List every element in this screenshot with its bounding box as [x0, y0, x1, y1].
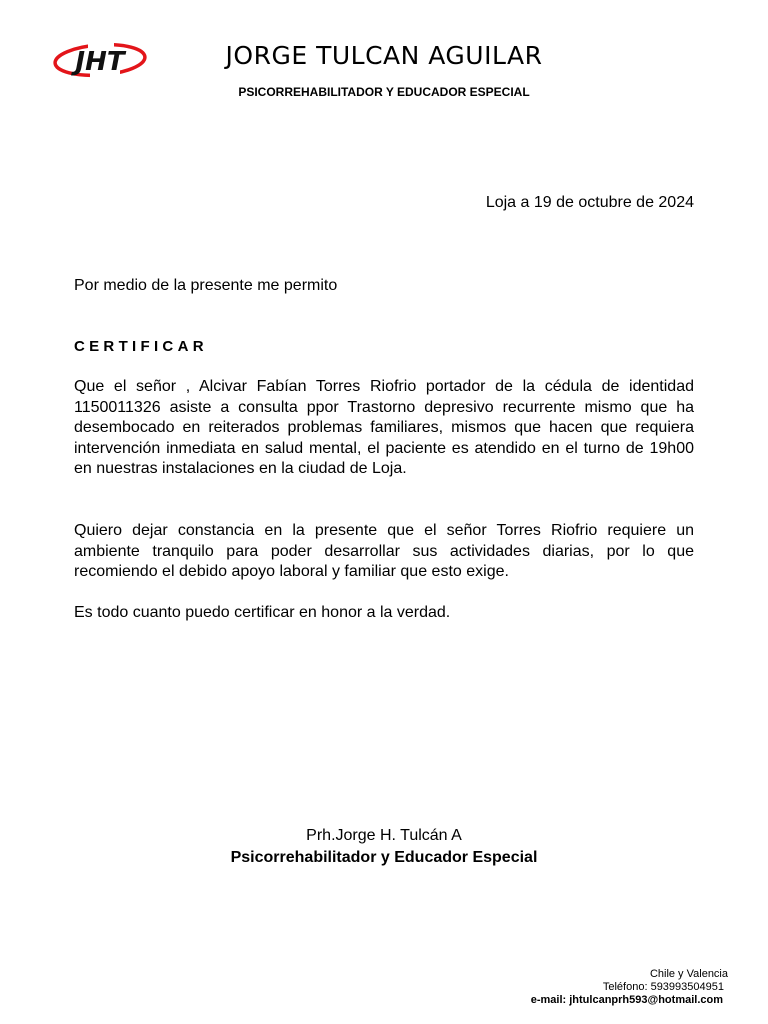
letterhead-subtitle: PSICORREHABILITADOR Y EDUCADOR ESPECIAL: [238, 85, 530, 99]
body-paragraph-3: Es todo cuanto puedo certificar en honor a la verdad.: [74, 604, 451, 621]
intro-line: Por medio de la presente me permito: [74, 277, 338, 294]
signature-title: Psicorrehabilitador y Educador Especial: [230, 849, 538, 866]
logo-lettering: JHT: [75, 47, 125, 77]
body-paragraph-2: Quiero dejar constancia en la presente que el señor Torres Riofrio requiere un ambiente tranquilo para poder desarrollar sus actividades diarias, por lo que recomiendo el debido apoyo laboral y familiar que esto exige.: [74, 522, 694, 581]
signature-name: Prh.Jorge H. Tulcán A: [306, 827, 462, 844]
footer-contact: [531, 968, 728, 1007]
body-paragraph-1: Que el señor , Alcivar Fabían Torres Riofrio portador de la cédula de identidad 1150011326 asiste a consulta ppor Trastorno depresivo recurrente mismo que ha desembocado en reiterados problemas familiares, mismos que hacen que requiera intervención inmediata en salud mental, el paciente es atendido en el turno de 19h00 en nuestras instalaciones en la ciudad de Loja.: [74, 378, 694, 478]
letterhead-name: JORGE TULCAN AGUILAR: [225, 41, 543, 70]
date-line: Loja a 19 de octubre de 2024: [485, 194, 694, 211]
footer-address: Chile y Valencia: [649, 968, 728, 980]
footer-phone: Teléfono: 593993504951: [602, 981, 724, 993]
certify-heading: CERTIFICAR: [74, 338, 208, 355]
footer-email: e-mail: jhtulcanprh593@hotmail.com: [530, 994, 723, 1006]
